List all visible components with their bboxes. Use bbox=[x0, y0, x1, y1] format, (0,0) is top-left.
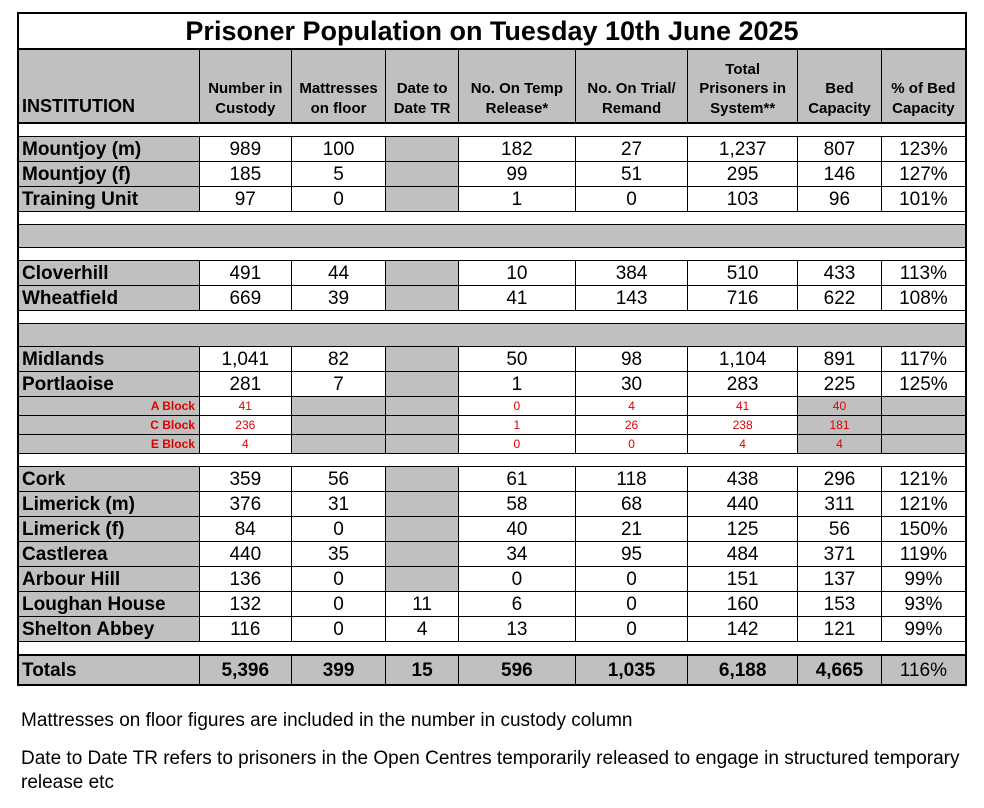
custody-cell: 281 bbox=[199, 372, 291, 397]
custody-cell: 669 bbox=[199, 286, 291, 311]
custody-cell: 1,041 bbox=[199, 347, 291, 372]
temp-cell: 1 bbox=[458, 416, 575, 435]
table-row bbox=[18, 347, 966, 372]
bed-cell: 4 bbox=[798, 435, 882, 454]
footnotes bbox=[21, 709, 971, 808]
datetr-cell bbox=[386, 137, 458, 162]
pct-cell: 119% bbox=[881, 542, 966, 567]
table-row bbox=[18, 567, 966, 592]
pct-cell bbox=[881, 397, 966, 416]
trial-cell: 384 bbox=[576, 261, 688, 286]
bed-cell: 121 bbox=[798, 617, 882, 642]
custody-cell: 136 bbox=[199, 567, 291, 592]
block-row bbox=[18, 435, 966, 454]
total-cell: 1,104 bbox=[688, 347, 798, 372]
institution-name: Mountjoy (f) bbox=[18, 162, 199, 187]
total-cell: 510 bbox=[688, 261, 798, 286]
mattress-cell: 100 bbox=[291, 137, 386, 162]
title-row bbox=[18, 13, 966, 49]
institution-name: Arbour Hill bbox=[18, 567, 199, 592]
pct-cell: 101% bbox=[881, 187, 966, 212]
pct-cell: 99% bbox=[881, 567, 966, 592]
bed-cell: 296 bbox=[798, 467, 882, 492]
bed-cell: 153 bbox=[798, 592, 882, 617]
institution-name: Loughan House bbox=[18, 592, 199, 617]
total-cell: 41 bbox=[688, 397, 798, 416]
block-row bbox=[18, 397, 966, 416]
custody-cell: 440 bbox=[199, 542, 291, 567]
bed-cell: 146 bbox=[798, 162, 882, 187]
temp-total: 596 bbox=[458, 655, 575, 685]
datetr-cell bbox=[386, 347, 458, 372]
mattress-cell bbox=[291, 416, 386, 435]
population-table-container bbox=[17, 12, 967, 686]
trial-cell: 4 bbox=[576, 397, 688, 416]
table-row bbox=[18, 467, 966, 492]
footnote-mattresses: Mattresses on floor figures are included in the number in custody column bbox=[21, 710, 633, 731]
temp-cell: 58 bbox=[458, 492, 575, 517]
mattress-cell: 0 bbox=[291, 517, 386, 542]
total-cell: 103 bbox=[688, 187, 798, 212]
table-row bbox=[18, 492, 966, 517]
datetr-cell bbox=[386, 467, 458, 492]
block-name: C Block bbox=[18, 416, 199, 435]
header-total-prisoners: Total Prisoners in System** bbox=[688, 49, 798, 123]
temp-cell: 41 bbox=[458, 286, 575, 311]
trial-cell: 0 bbox=[576, 592, 688, 617]
mattress-cell bbox=[291, 435, 386, 454]
trial-cell: 0 bbox=[576, 187, 688, 212]
table-row bbox=[18, 372, 966, 397]
mattress-cell: 0 bbox=[291, 567, 386, 592]
bed-cell: 807 bbox=[798, 137, 882, 162]
block-row bbox=[18, 416, 966, 435]
table-row bbox=[18, 162, 966, 187]
pct-cell: 99% bbox=[881, 617, 966, 642]
pct-cell: 117% bbox=[881, 347, 966, 372]
spacer-row bbox=[18, 454, 966, 467]
institution-name: Training Unit bbox=[18, 187, 199, 212]
custody-cell: 97 bbox=[199, 187, 291, 212]
trial-cell: 27 bbox=[576, 137, 688, 162]
total-cell: 151 bbox=[688, 567, 798, 592]
mattress-cell: 0 bbox=[291, 187, 386, 212]
datetr-cell bbox=[386, 372, 458, 397]
datetr-cell bbox=[386, 397, 458, 416]
mattress-cell: 44 bbox=[291, 261, 386, 286]
datetr-cell bbox=[386, 162, 458, 187]
footnote-date-to-date: Date to Date TR refers to prisoners in the Open Centres temporarily released to engage in structured temporary release etc bbox=[21, 747, 960, 793]
mattress-total: 399 bbox=[291, 655, 386, 685]
trial-cell: 0 bbox=[576, 617, 688, 642]
total-cell: 716 bbox=[688, 286, 798, 311]
temp-cell: 6 bbox=[458, 592, 575, 617]
bed-cell: 371 bbox=[798, 542, 882, 567]
temp-cell: 1 bbox=[458, 187, 575, 212]
datetr-cell bbox=[386, 517, 458, 542]
table-row bbox=[18, 592, 966, 617]
header-mattresses: Mattresses on floor bbox=[291, 49, 386, 123]
total-cell: 440 bbox=[688, 492, 798, 517]
temp-cell: 13 bbox=[458, 617, 575, 642]
table-title: Prisoner Population on Tuesday 10th June 2025 bbox=[18, 13, 966, 49]
trial-cell: 26 bbox=[576, 416, 688, 435]
bed-cell: 40 bbox=[798, 397, 882, 416]
temp-cell: 50 bbox=[458, 347, 575, 372]
mattress-cell: 82 bbox=[291, 347, 386, 372]
total-cell: 238 bbox=[688, 416, 798, 435]
header-number-in-custody: Number in Custody bbox=[199, 49, 291, 123]
custody-cell: 4 bbox=[199, 435, 291, 454]
datetr-cell bbox=[386, 542, 458, 567]
trial-cell: 68 bbox=[576, 492, 688, 517]
table-row bbox=[18, 286, 966, 311]
table-row bbox=[18, 261, 966, 286]
header-row bbox=[18, 49, 966, 123]
mattress-cell: 35 bbox=[291, 542, 386, 567]
header-date-to-date-tr: Date to Date TR bbox=[386, 49, 458, 123]
bed-cell: 96 bbox=[798, 187, 882, 212]
mattress-cell: 5 bbox=[291, 162, 386, 187]
total-cell: 4 bbox=[688, 435, 798, 454]
pct-cell: 108% bbox=[881, 286, 966, 311]
total-cell: 295 bbox=[688, 162, 798, 187]
population-table bbox=[17, 12, 967, 686]
pct-cell bbox=[881, 416, 966, 435]
temp-cell: 99 bbox=[458, 162, 575, 187]
institution-name: Wheatfield bbox=[18, 286, 199, 311]
temp-cell: 182 bbox=[458, 137, 575, 162]
temp-cell: 1 bbox=[458, 372, 575, 397]
mattress-cell: 56 bbox=[291, 467, 386, 492]
mattress-cell: 7 bbox=[291, 372, 386, 397]
custody-total: 5,396 bbox=[199, 655, 291, 685]
spacer-row bbox=[18, 123, 966, 137]
pct-total: 116% bbox=[881, 655, 966, 685]
pct-cell: 125% bbox=[881, 372, 966, 397]
temp-cell: 61 bbox=[458, 467, 575, 492]
header-bed-capacity: Bed Capacity bbox=[798, 49, 882, 123]
mattress-cell: 31 bbox=[291, 492, 386, 517]
total-cell: 283 bbox=[688, 372, 798, 397]
custody-cell: 491 bbox=[199, 261, 291, 286]
block-name: E Block bbox=[18, 435, 199, 454]
datetr-cell bbox=[386, 435, 458, 454]
pct-cell: 127% bbox=[881, 162, 966, 187]
spacer-row bbox=[18, 642, 966, 656]
spacer-row bbox=[18, 248, 966, 261]
datetr-cell bbox=[386, 187, 458, 212]
custody-cell: 116 bbox=[199, 617, 291, 642]
pct-cell: 123% bbox=[881, 137, 966, 162]
datetr-cell bbox=[386, 261, 458, 286]
bed-cell: 181 bbox=[798, 416, 882, 435]
totals-label: Totals bbox=[18, 655, 199, 685]
bed-cell: 137 bbox=[798, 567, 882, 592]
trial-cell: 95 bbox=[576, 542, 688, 567]
institution-name: Limerick (f) bbox=[18, 517, 199, 542]
institution-name: Cloverhill bbox=[18, 261, 199, 286]
custody-cell: 376 bbox=[199, 492, 291, 517]
institution-name: Portlaoise bbox=[18, 372, 199, 397]
pct-cell bbox=[881, 435, 966, 454]
bed-cell: 225 bbox=[798, 372, 882, 397]
custody-cell: 989 bbox=[199, 137, 291, 162]
mattress-cell: 0 bbox=[291, 592, 386, 617]
custody-cell: 41 bbox=[199, 397, 291, 416]
custody-cell: 359 bbox=[199, 467, 291, 492]
header-institution: INSTITUTION bbox=[18, 49, 199, 123]
pct-cell: 93% bbox=[881, 592, 966, 617]
trial-cell: 0 bbox=[576, 567, 688, 592]
custody-cell: 132 bbox=[199, 592, 291, 617]
total-cell: 1,237 bbox=[688, 137, 798, 162]
total-cell: 438 bbox=[688, 467, 798, 492]
datetr-cell bbox=[386, 416, 458, 435]
datetr-cell bbox=[386, 567, 458, 592]
trial-cell: 21 bbox=[576, 517, 688, 542]
bed-cell: 622 bbox=[798, 286, 882, 311]
trial-cell: 98 bbox=[576, 347, 688, 372]
temp-cell: 0 bbox=[458, 435, 575, 454]
pct-cell: 113% bbox=[881, 261, 966, 286]
temp-cell: 40 bbox=[458, 517, 575, 542]
header-trial-remand: No. On Trial/ Remand bbox=[576, 49, 688, 123]
table-row bbox=[18, 187, 966, 212]
temp-cell: 34 bbox=[458, 542, 575, 567]
trial-cell: 0 bbox=[576, 435, 688, 454]
trial-cell: 118 bbox=[576, 467, 688, 492]
pct-cell: 121% bbox=[881, 467, 966, 492]
temp-cell: 10 bbox=[458, 261, 575, 286]
bed-total: 4,665 bbox=[798, 655, 882, 685]
prisoners-total: 6,188 bbox=[688, 655, 798, 685]
institution-name: Limerick (m) bbox=[18, 492, 199, 517]
total-cell: 484 bbox=[688, 542, 798, 567]
bed-cell: 56 bbox=[798, 517, 882, 542]
trial-cell: 51 bbox=[576, 162, 688, 187]
header-temp-release: No. On Temp Release* bbox=[458, 49, 575, 123]
total-cell: 142 bbox=[688, 617, 798, 642]
total-cell: 125 bbox=[688, 517, 798, 542]
datetr-cell bbox=[386, 286, 458, 311]
totals-row bbox=[18, 655, 966, 685]
header-pct-bed-capacity: % of Bed Capacity bbox=[881, 49, 966, 123]
datetr-total: 15 bbox=[386, 655, 458, 685]
mattress-cell: 0 bbox=[291, 617, 386, 642]
trial-cell: 143 bbox=[576, 286, 688, 311]
mattress-cell: 39 bbox=[291, 286, 386, 311]
datetr-cell: 4 bbox=[386, 617, 458, 642]
bed-cell: 433 bbox=[798, 261, 882, 286]
custody-cell: 84 bbox=[199, 517, 291, 542]
mattress-cell bbox=[291, 397, 386, 416]
table-row bbox=[18, 517, 966, 542]
datetr-cell bbox=[386, 492, 458, 517]
separator-band bbox=[18, 324, 966, 347]
table-row bbox=[18, 617, 966, 642]
spacer-row bbox=[18, 212, 966, 225]
total-cell: 160 bbox=[688, 592, 798, 617]
institution-name: Midlands bbox=[18, 347, 199, 372]
temp-cell: 0 bbox=[458, 567, 575, 592]
trial-cell: 30 bbox=[576, 372, 688, 397]
bed-cell: 311 bbox=[798, 492, 882, 517]
custody-cell: 185 bbox=[199, 162, 291, 187]
custody-cell: 236 bbox=[199, 416, 291, 435]
institution-name: Shelton Abbey bbox=[18, 617, 199, 642]
institution-name: Mountjoy (m) bbox=[18, 137, 199, 162]
trial-total: 1,035 bbox=[576, 655, 688, 685]
pct-cell: 121% bbox=[881, 492, 966, 517]
separator-band bbox=[18, 225, 966, 248]
block-name: A Block bbox=[18, 397, 199, 416]
table-row bbox=[18, 137, 966, 162]
institution-name: Castlerea bbox=[18, 542, 199, 567]
bed-cell: 891 bbox=[798, 347, 882, 372]
pct-cell: 150% bbox=[881, 517, 966, 542]
spacer-row bbox=[18, 311, 966, 324]
table-row bbox=[18, 542, 966, 567]
datetr-cell: 11 bbox=[386, 592, 458, 617]
institution-name: Cork bbox=[18, 467, 199, 492]
temp-cell: 0 bbox=[458, 397, 575, 416]
